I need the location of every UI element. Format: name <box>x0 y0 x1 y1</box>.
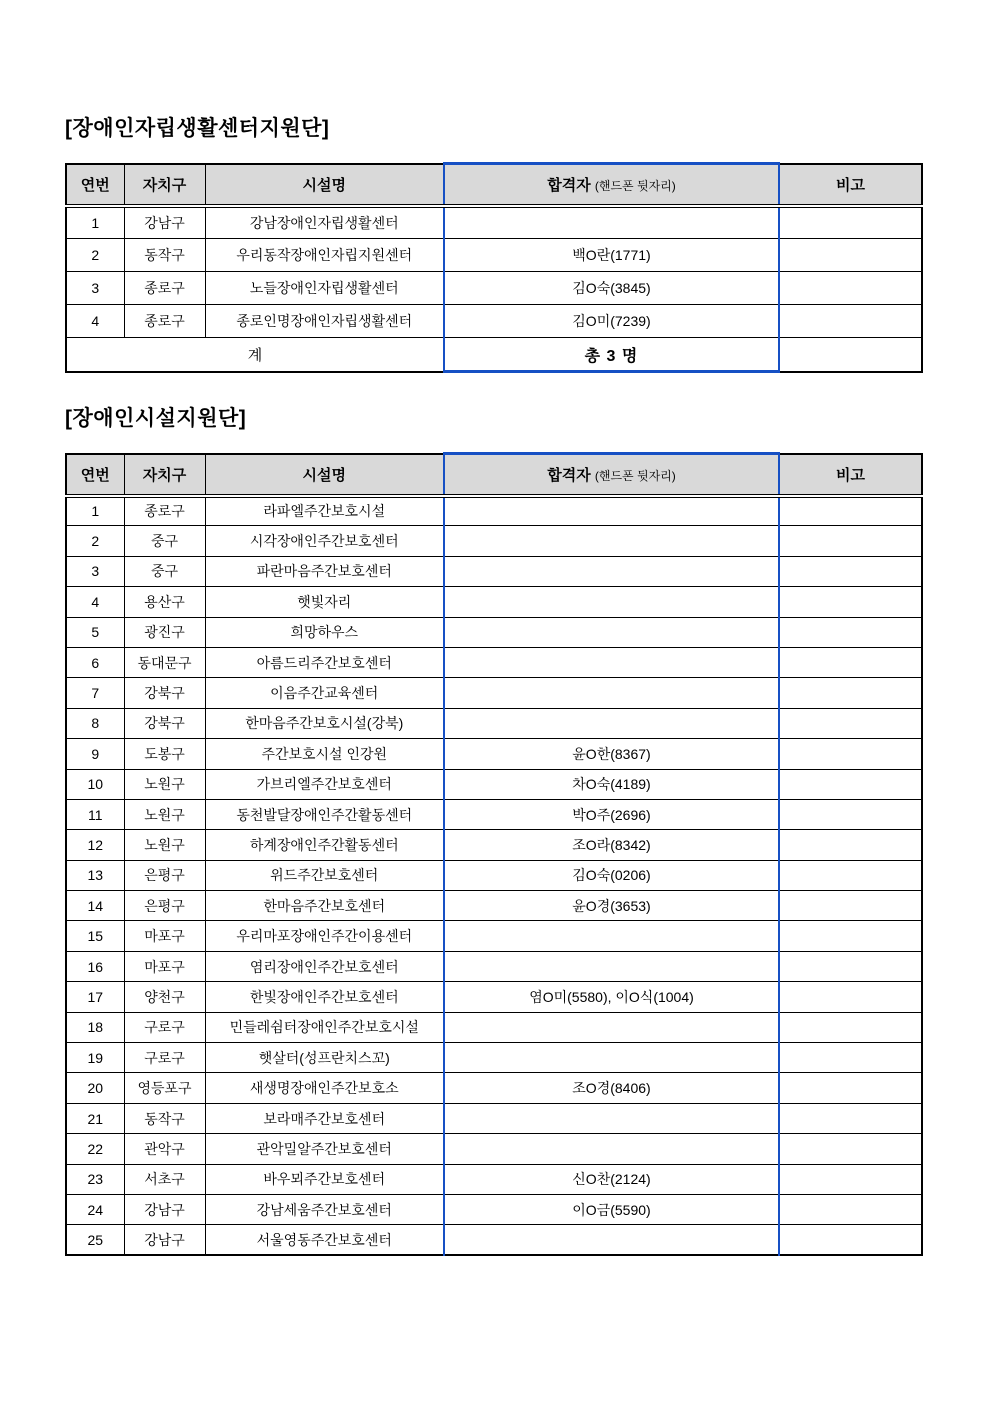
district-cell: 관악구 <box>124 1134 205 1164</box>
district-cell: 중구 <box>124 526 205 556</box>
row-number-cell: 2 <box>66 239 124 272</box>
passer-cell <box>444 1103 779 1133</box>
table-row <box>66 1012 922 1042</box>
note-cell <box>779 921 922 951</box>
header-row <box>66 454 922 496</box>
passer-cell: 백O란(1771) <box>444 239 779 272</box>
note-cell <box>779 982 922 1012</box>
note-cell <box>779 860 922 890</box>
district-cell: 노원구 <box>124 799 205 829</box>
passer-cell <box>444 1225 779 1255</box>
facility-name-cell: 동천발달장애인주간활동센터 <box>205 799 444 829</box>
district-cell: 노원구 <box>124 830 205 860</box>
table-row <box>66 647 922 677</box>
table-row <box>66 1164 922 1194</box>
row-number-cell: 25 <box>66 1225 124 1255</box>
district-cell: 마포구 <box>124 921 205 951</box>
district-cell: 동대문구 <box>124 647 205 677</box>
header-passer <box>444 164 779 206</box>
passer-cell <box>444 1134 779 1164</box>
row-number-cell: 21 <box>66 1103 124 1133</box>
facility-name-cell: 한마음주간보호시설(강북) <box>205 708 444 738</box>
note-cell <box>779 830 922 860</box>
facility-name-cell: 종로인명장애인자립생활센터 <box>205 305 444 338</box>
note-cell <box>779 951 922 981</box>
district-cell: 종로구 <box>124 496 205 526</box>
table-row <box>66 206 922 239</box>
table-row <box>66 951 922 981</box>
table-row <box>66 769 922 799</box>
table-header <box>66 164 922 206</box>
facility-name-cell: 아름드리주간보호센터 <box>205 647 444 677</box>
passer-cell <box>444 617 779 647</box>
table-row <box>66 739 922 769</box>
table-row <box>66 496 922 526</box>
district-cell: 종로구 <box>124 272 205 305</box>
total-note-cell <box>779 338 922 372</box>
row-number-cell: 10 <box>66 769 124 799</box>
header-note: 비고 <box>779 454 922 496</box>
table-row <box>66 1194 922 1224</box>
district-cell: 영등포구 <box>124 1073 205 1103</box>
passer-cell: 김O숙(3845) <box>444 272 779 305</box>
table-row <box>66 617 922 647</box>
note-cell <box>779 769 922 799</box>
row-number-cell: 13 <box>66 860 124 890</box>
row-number-cell: 8 <box>66 708 124 738</box>
note-cell <box>779 1225 922 1255</box>
header-passer-main: 합격자 <box>547 466 591 484</box>
row-number-cell: 5 <box>66 617 124 647</box>
row-number-cell: 9 <box>66 739 124 769</box>
row-number-cell: 2 <box>66 526 124 556</box>
passer-cell: 차O숙(4189) <box>444 769 779 799</box>
table-row <box>66 556 922 586</box>
table-row <box>66 587 922 617</box>
passer-cell: 염O미(5580), 이O식(1004) <box>444 982 779 1012</box>
district-cell: 은평구 <box>124 891 205 921</box>
district-cell: 용산구 <box>124 587 205 617</box>
table-row <box>66 1134 922 1164</box>
total-row <box>66 338 922 372</box>
total-label-cell: 계 <box>66 338 444 372</box>
facility-name-cell: 민들레쉼터장애인주간보호시설 <box>205 1012 444 1042</box>
passer-cell: 윤O한(8367) <box>444 739 779 769</box>
facility-name-cell: 염리장애인주간보호센터 <box>205 951 444 981</box>
note-cell <box>779 305 922 338</box>
passer-cell <box>444 206 779 239</box>
table-row <box>66 982 922 1012</box>
district-cell: 강남구 <box>124 206 205 239</box>
header-note: 비고 <box>779 164 922 206</box>
district-cell: 강북구 <box>124 708 205 738</box>
header-passer <box>444 454 779 496</box>
total-value-cell: 총 3 명 <box>444 338 779 372</box>
district-cell: 도봉구 <box>124 739 205 769</box>
passer-cell <box>444 556 779 586</box>
note-cell <box>779 739 922 769</box>
header-district: 자치구 <box>124 164 205 206</box>
note-cell <box>779 647 922 677</box>
table-row <box>66 1225 922 1255</box>
row-number-cell: 4 <box>66 587 124 617</box>
table-footer <box>66 338 922 372</box>
district-cell: 강남구 <box>124 1194 205 1224</box>
note-cell <box>779 799 922 829</box>
independent-living-support-table <box>65 162 923 373</box>
table-row <box>66 921 922 951</box>
passer-cell <box>444 647 779 677</box>
row-number-cell: 12 <box>66 830 124 860</box>
passer-cell: 김O숙(0206) <box>444 860 779 890</box>
row-number-cell: 11 <box>66 799 124 829</box>
facility-name-cell: 하계장애인주간활동센터 <box>205 830 444 860</box>
header-row <box>66 164 922 206</box>
table-row <box>66 799 922 829</box>
header-passer-main: 합격자 <box>547 176 591 194</box>
table-row <box>66 305 922 338</box>
facility-name-cell: 강남세움주간보호센터 <box>205 1194 444 1224</box>
district-cell: 양천구 <box>124 982 205 1012</box>
facility-name-cell: 햇살터(성프란치스꼬) <box>205 1043 444 1073</box>
passer-cell: 조O라(8342) <box>444 830 779 860</box>
district-cell: 서초구 <box>124 1164 205 1194</box>
note-cell <box>779 206 922 239</box>
district-cell: 마포구 <box>124 951 205 981</box>
facility-name-cell: 라파엘주간보호시설 <box>205 496 444 526</box>
note-cell <box>779 1103 922 1133</box>
passer-cell <box>444 921 779 951</box>
table-row <box>66 891 922 921</box>
row-number-cell: 20 <box>66 1073 124 1103</box>
passer-cell <box>444 1043 779 1073</box>
section-independent-living-support <box>65 112 927 373</box>
note-cell <box>779 617 922 647</box>
table-row <box>66 860 922 890</box>
note-cell <box>779 496 922 526</box>
row-number-cell: 3 <box>66 556 124 586</box>
header-district: 자치구 <box>124 454 205 496</box>
row-number-cell: 16 <box>66 951 124 981</box>
passer-cell: 김O미(7239) <box>444 305 779 338</box>
note-cell <box>779 1043 922 1073</box>
facility-name-cell: 햇빛자리 <box>205 587 444 617</box>
district-cell: 강남구 <box>124 1225 205 1255</box>
header-no: 연번 <box>66 454 124 496</box>
passer-cell <box>444 496 779 526</box>
facility-name-cell: 한빛장애인주간보호센터 <box>205 982 444 1012</box>
district-cell: 동작구 <box>124 239 205 272</box>
district-cell: 종로구 <box>124 305 205 338</box>
district-cell: 은평구 <box>124 860 205 890</box>
header-facility: 시설명 <box>205 164 444 206</box>
note-cell <box>779 708 922 738</box>
facility-name-cell: 노들장애인자립생활센터 <box>205 272 444 305</box>
note-cell <box>779 891 922 921</box>
facility-support-table <box>65 452 923 1256</box>
note-cell <box>779 272 922 305</box>
facility-name-cell: 위드주간보호센터 <box>205 860 444 890</box>
header-facility: 시설명 <box>205 454 444 496</box>
note-cell <box>779 1073 922 1103</box>
facility-name-cell: 서울영동주간보호센터 <box>205 1225 444 1255</box>
facility-name-cell: 강남장애인자립생활센터 <box>205 206 444 239</box>
facility-name-cell: 가브리엘주간보호센터 <box>205 769 444 799</box>
table-body <box>66 206 922 338</box>
table-row <box>66 272 922 305</box>
note-cell <box>779 239 922 272</box>
note-cell <box>779 1134 922 1164</box>
note-cell <box>779 678 922 708</box>
district-cell: 동작구 <box>124 1103 205 1133</box>
row-number-cell: 4 <box>66 305 124 338</box>
table-row <box>66 1103 922 1133</box>
row-number-cell: 3 <box>66 272 124 305</box>
note-cell <box>779 1012 922 1042</box>
section-title: [장애인시설지원단] <box>65 407 247 430</box>
facility-name-cell: 한마음주간보호센터 <box>205 891 444 921</box>
row-number-cell: 1 <box>66 206 124 239</box>
header-passer-sub: (핸드폰 뒷자리) <box>594 468 676 483</box>
table-row <box>66 239 922 272</box>
row-number-cell: 17 <box>66 982 124 1012</box>
row-number-cell: 19 <box>66 1043 124 1073</box>
district-cell: 구로구 <box>124 1012 205 1042</box>
district-cell: 노원구 <box>124 769 205 799</box>
facility-name-cell: 시각장애인주간보호센터 <box>205 526 444 556</box>
row-number-cell: 18 <box>66 1012 124 1042</box>
row-number-cell: 1 <box>66 496 124 526</box>
table-row <box>66 830 922 860</box>
passer-cell <box>444 951 779 981</box>
district-cell: 구로구 <box>124 1043 205 1073</box>
row-number-cell: 14 <box>66 891 124 921</box>
table-row <box>66 678 922 708</box>
table-row <box>66 526 922 556</box>
row-number-cell: 6 <box>66 647 124 677</box>
passer-cell: 신O찬(2124) <box>444 1164 779 1194</box>
facility-name-cell: 바우뫼주간보호센터 <box>205 1164 444 1194</box>
passer-cell <box>444 708 779 738</box>
note-cell <box>779 1164 922 1194</box>
facility-name-cell: 희망하우스 <box>205 617 444 647</box>
row-number-cell: 23 <box>66 1164 124 1194</box>
note-cell <box>779 1194 922 1224</box>
table-header <box>66 454 922 496</box>
passer-cell <box>444 587 779 617</box>
facility-name-cell: 주간보호시설 인강원 <box>205 739 444 769</box>
table-row <box>66 1073 922 1103</box>
facility-name-cell: 보라매주간보호센터 <box>205 1103 444 1133</box>
facility-name-cell: 파란마음주간보호센터 <box>205 556 444 586</box>
note-cell <box>779 587 922 617</box>
header-no: 연번 <box>66 164 124 206</box>
passer-cell: 조O경(8406) <box>444 1073 779 1103</box>
row-number-cell: 15 <box>66 921 124 951</box>
passer-cell <box>444 1012 779 1042</box>
district-cell: 중구 <box>124 556 205 586</box>
facility-name-cell: 우리동작장애인자립지원센터 <box>205 239 444 272</box>
table-body <box>66 496 922 1256</box>
note-cell <box>779 556 922 586</box>
facility-name-cell: 이음주간교육센터 <box>205 678 444 708</box>
facility-name-cell: 새생명장애인주간보호소 <box>205 1073 444 1103</box>
passer-cell: 윤O경(3653) <box>444 891 779 921</box>
row-number-cell: 22 <box>66 1134 124 1164</box>
table-row <box>66 708 922 738</box>
header-passer-sub: (핸드폰 뒷자리) <box>594 178 676 193</box>
passer-cell <box>444 526 779 556</box>
facility-name-cell: 관악밀알주간보호센터 <box>205 1134 444 1164</box>
district-cell: 광진구 <box>124 617 205 647</box>
row-number-cell: 7 <box>66 678 124 708</box>
passer-cell <box>444 678 779 708</box>
section-title: [장애인자립생활센터지원단] <box>65 117 330 140</box>
district-cell: 강북구 <box>124 678 205 708</box>
passer-cell: 이O금(5590) <box>444 1194 779 1224</box>
table-row <box>66 1043 922 1073</box>
row-number-cell: 24 <box>66 1194 124 1224</box>
facility-name-cell: 우리마포장애인주간이용센터 <box>205 921 444 951</box>
note-cell <box>779 526 922 556</box>
section-facility-support <box>65 402 927 1256</box>
passer-cell: 박O주(2696) <box>444 799 779 829</box>
